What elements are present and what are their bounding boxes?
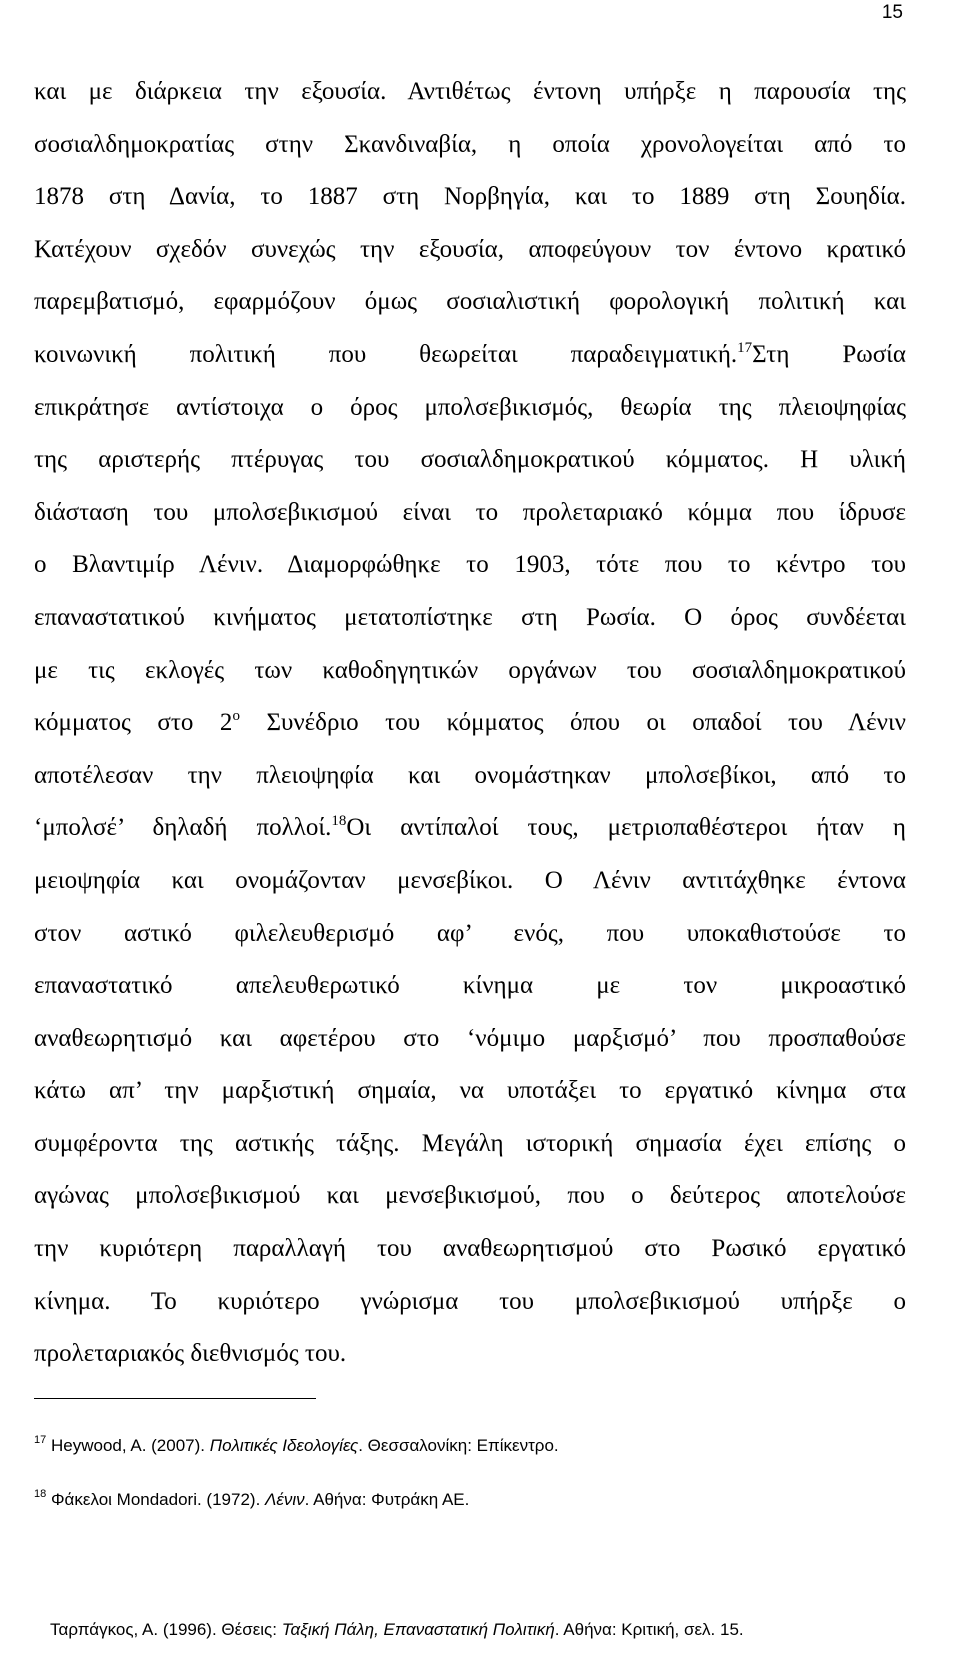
text-line [34, 802, 906, 855]
text-segment: Στη Ρωσία [752, 340, 906, 368]
footnote-author: Heywood, A. (2007). [50, 1436, 210, 1455]
text-line: Κατέχουν σχεδόν συνεχώς την εξουσία, αποφεύγουν τον έντονο κρατικό [34, 235, 906, 263]
text-line [34, 329, 906, 382]
text-line: αγώνας μπολσεβικισμού και μενσεβικισμού, που ο δεύτερος αποτελούσε [34, 1182, 906, 1210]
text-segment: κοινωνική πολιτική που θεωρείται παραδειγματική. [34, 340, 738, 368]
footnote-publisher: . Αθήνα: Φυτράκη ΑΕ. [304, 1490, 470, 1509]
text-line: επαναστατικού κινήματος μετατοπίστηκε στη Ρωσία. Ο όρος συνδέεται [34, 603, 906, 631]
footnote-17 [34, 1436, 559, 1456]
footnote-mark: 17 [34, 1434, 47, 1446]
footnote-ref[interactable]: 18 [331, 813, 347, 830]
text-line [34, 697, 906, 750]
reference-publisher: . Αθήνα: Κριτική, σελ. 15. [554, 1620, 744, 1639]
text-segment: ‘μπολσέ’ δηλαδή πολλοί. [34, 814, 332, 842]
text-line: επικράτησε αντίστοιχα ο όρος μπολσεβικισμός, θεωρία της πλειοψηφίας [34, 393, 906, 421]
text-segment: κόμματος στο 2 [34, 709, 233, 737]
body-text [34, 66, 906, 1381]
text-line: και με διάρκεια την εξουσία. Αντιθέτως έντονη υπήρξε η παρουσία της [34, 78, 906, 105]
footnote-publisher: . Θεσσαλονίκη: Επίκεντρο. [358, 1436, 559, 1455]
page-number: 15 [881, 2, 903, 23]
text-line: μειοψηφία και ονομάζονταν μενσεβίκοι. Ο Λένιν αντιτάχθηκε έντονα [34, 866, 906, 894]
text-segment: Οι αντίπαλοί τους, μετριοπαθέστεροι ήταν η [346, 814, 906, 842]
text-segment: Συνέδριο του κόμματος όπου οι οπαδοί του Λένιν [239, 709, 906, 737]
text-line: κάτω απ’ την μαρξιστική σημαία, να υποτάξει το εργατικό κίνημα στα [34, 1077, 906, 1105]
text-line: προλεταριακός διεθνισμός του. [34, 1340, 347, 1368]
text-line: αναθεωρητισμό και αφετέρου στο ‘νόμιμο μαρξισμό’ που προσπαθούσε [34, 1024, 906, 1052]
ordinal-superscript: ο [232, 708, 240, 725]
reference-entry [50, 1620, 744, 1640]
text-line: στον αστικό φιλελευθερισμό αφ’ ενός, που υποκαθιστούσε το [34, 919, 906, 947]
text-line: ο Βλαντιμίρ Λένιν. Διαμορφώθηκε το 1903, τότε που το κέντρο του [34, 551, 906, 579]
text-line: συμφέροντα της αστικής τάξης. Μεγάλη ιστορική σημασία έχει επίσης ο [34, 1129, 906, 1157]
text-line: διάσταση του μπολσεβικισμού είναι το προλεταριακό κόμμα που ίδρυσε [34, 498, 906, 526]
footnote-author: Φάκελοι Mondadori. (1972). [50, 1490, 266, 1509]
text-line: της αριστερής πτέρυγας του σοσιαλδημοκρατικού κόμματος. Η υλική [34, 446, 906, 474]
text-line: με τις εκλογές των καθοδηγητικών οργάνων του σοσιαλδημοκρατικού [34, 656, 906, 684]
footnote-ref[interactable]: 17 [737, 339, 753, 356]
text-line: σοσιαλδημοκρατίας στην Σκανδιναβία, η οποία χρονολογείται από το [34, 130, 906, 158]
footnote-18 [34, 1490, 469, 1510]
text-line: παρεμβατισμό, εφαρμόζουν όμως σοσιαλιστική φορολογική πολιτική και [34, 288, 906, 316]
text-line: επαναστατικό απελευθερωτικό κίνημα με τον μικροαστικό [34, 972, 906, 1000]
footnote-separator [34, 1398, 316, 1399]
footnote-mark: 18 [34, 1488, 47, 1500]
text-line: την κυριότερη παραλλαγή του αναθεωρητισμού στο Ρωσικό εργατικό [34, 1235, 906, 1263]
text-line: κίνημα. Το κυριότερο γνώρισμα του μπολσεβικισμού υπήρξε ο [34, 1287, 906, 1315]
footnote-title: Λένιν [265, 1490, 305, 1509]
text-line: 1878 στη Δανία, το 1887 στη Νορβηγία, και το 1889 στη Σουηδία. [34, 183, 906, 211]
reference-author: Ταρπάγκος, Α. (1996). Θέσεις: [50, 1620, 282, 1639]
footnote-title: Πολιτικές Ιδεολογίες [209, 1436, 359, 1455]
reference-title: Ταξική Πάλη, Επαναστατική Πολιτική [281, 1620, 555, 1639]
text-line: αποτέλεσαν την πλειοψηφία και ονομάστηκαν μπολσεβίκοι, από το [34, 761, 906, 789]
